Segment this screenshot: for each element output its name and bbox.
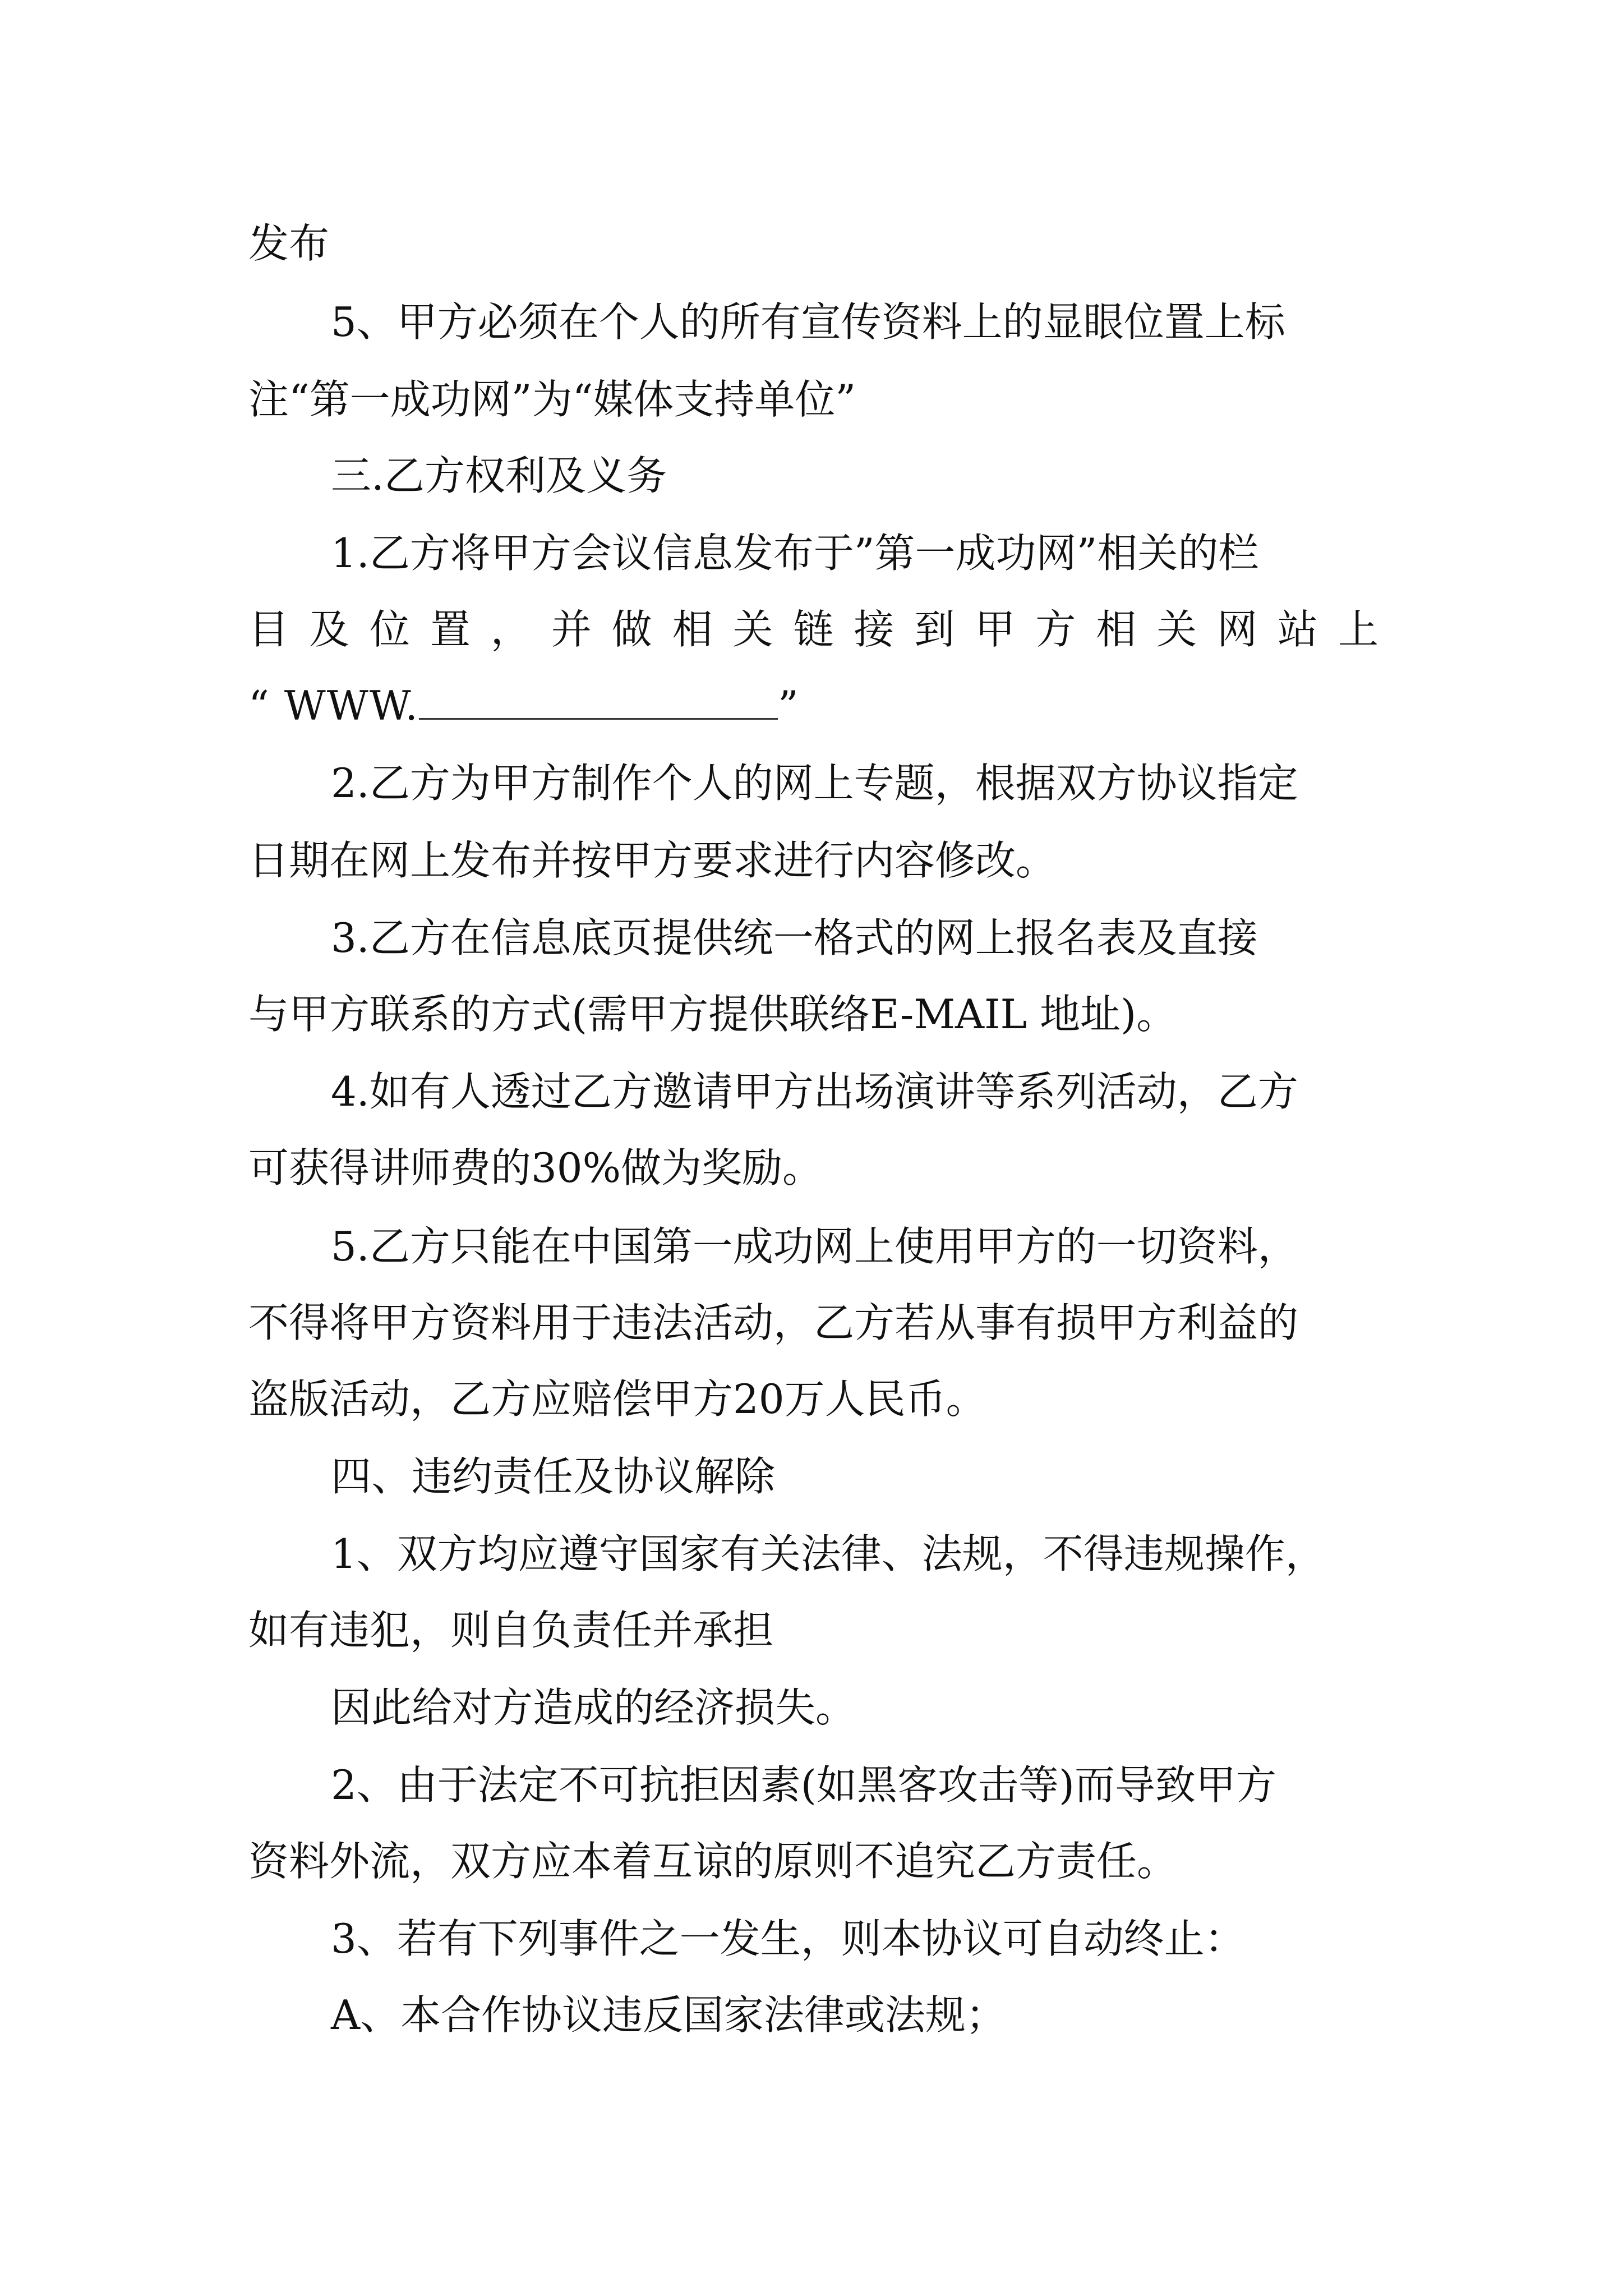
url-line: [248, 682, 799, 729]
text-line: 2、由于法定不可抗拒因素(如黑客攻击等)而导致甲方: [331, 1761, 1276, 1809]
text-line: 资料外流，双方应本着互谅的原则不追究乙方责任。: [248, 1838, 1178, 1885]
text-line: 因此给对方造成的经济损失。: [331, 1684, 856, 1731]
text-line: 可获得讲师费的30%做为奖励。: [248, 1144, 823, 1191]
text-line: 注“第一成功网”为“媒体支持单位”: [248, 376, 856, 423]
url-suffix: ”: [778, 682, 799, 729]
text-line: 2.乙方为甲方制作个人的网上专题，根据双方协议指定: [331, 760, 1298, 807]
text-line: 5、甲方必须在个人的所有宣传资料上的显眼位置上标: [331, 298, 1285, 346]
text-line: 不得将甲方资料用于违法活动，乙方若从事有损甲方利益的: [248, 1299, 1299, 1346]
text-line: 如有违犯，则自负责任并承担: [248, 1607, 774, 1654]
text-line: 1.乙方将甲方会议信息发布于”第一成功网”相关的栏: [331, 530, 1259, 577]
text-line: 4.如有人透过乙方邀请甲方出场演讲等系列活动，乙方: [331, 1068, 1298, 1115]
text-line: 目及位置，并做相关链接到甲方相关网站上: [248, 606, 1378, 653]
url-prefix: “ WWW.: [248, 682, 419, 729]
text-line: A、本合作协议违反国家法律或法规；: [331, 1991, 1006, 2039]
text-line: 5.乙方只能在中国第一成功网上使用甲方的一切资料，: [331, 1223, 1298, 1270]
text-line: 发布: [248, 220, 330, 267]
url-blank: [419, 685, 778, 720]
text-line: 盗版活动，乙方应赔偿甲方20万人民币。: [248, 1375, 986, 1423]
section-heading: 四、违约责任及协议解除: [331, 1453, 776, 1500]
text-line: 3、若有下列事件之一发生，则本协议可自动终止：: [331, 1915, 1245, 1962]
text-line: 1、双方均应遵守国家有关法律、法规，不得违规操作，: [331, 1530, 1326, 1577]
section-heading: 三.乙方权利及义务: [331, 452, 667, 499]
text-line: 与甲方联系的方式(需甲方提供联络E-MAIL 地址)。: [248, 991, 1177, 1038]
text-line: 3.乙方在信息底页提供统一格式的网上报名表及直接: [331, 914, 1258, 961]
text-line: 日期在网上发布并按甲方要求进行内容修改。: [248, 837, 1057, 884]
